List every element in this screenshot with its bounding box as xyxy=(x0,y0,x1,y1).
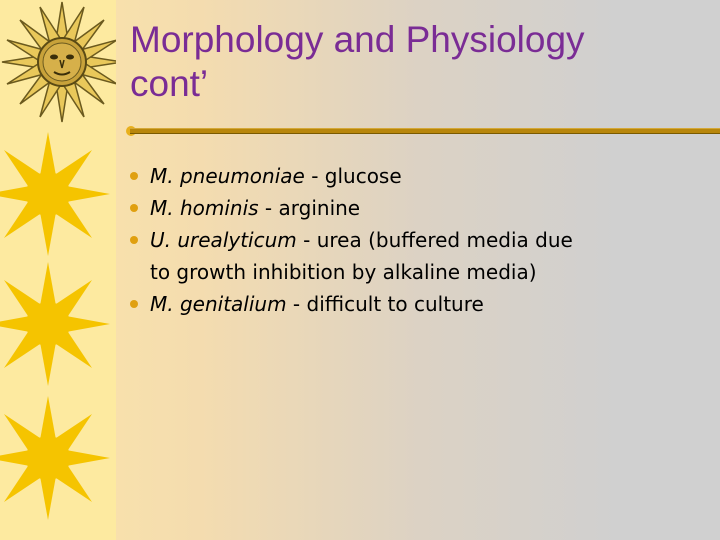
bullet-icon xyxy=(130,172,138,180)
species-name: M. hominis xyxy=(150,196,259,220)
bullet-text: - difficult to culture xyxy=(286,292,484,316)
title-line-2: cont’ xyxy=(130,63,209,104)
list-item xyxy=(130,288,710,320)
title-rule xyxy=(130,128,720,134)
sun-icon xyxy=(0,258,116,388)
bullet-icon xyxy=(130,236,138,244)
list-item xyxy=(130,192,710,224)
sun-strip xyxy=(0,0,116,540)
slide-title xyxy=(130,18,700,106)
list-item xyxy=(130,160,710,192)
sun-face-icon xyxy=(0,0,116,130)
bullet-list xyxy=(130,160,710,320)
list-item xyxy=(130,224,710,288)
sun-icon xyxy=(0,128,116,258)
species-name: U. urealyticum xyxy=(150,228,297,252)
species-name: M. genitalium xyxy=(150,292,287,316)
title-line-1: Morphology and Physiology xyxy=(130,19,585,60)
bullet-text: - glucose xyxy=(304,164,402,188)
sun-icon xyxy=(0,392,116,522)
bullet-icon xyxy=(130,204,138,212)
species-name: M. pneumoniae xyxy=(150,164,305,188)
bullet-icon xyxy=(130,300,138,308)
bullet-text: - urea (buffered media due xyxy=(296,228,573,252)
bullet-text: - arginine xyxy=(258,196,361,220)
bullet-text-continued: to growth inhibition by alkaline media) xyxy=(150,260,537,284)
